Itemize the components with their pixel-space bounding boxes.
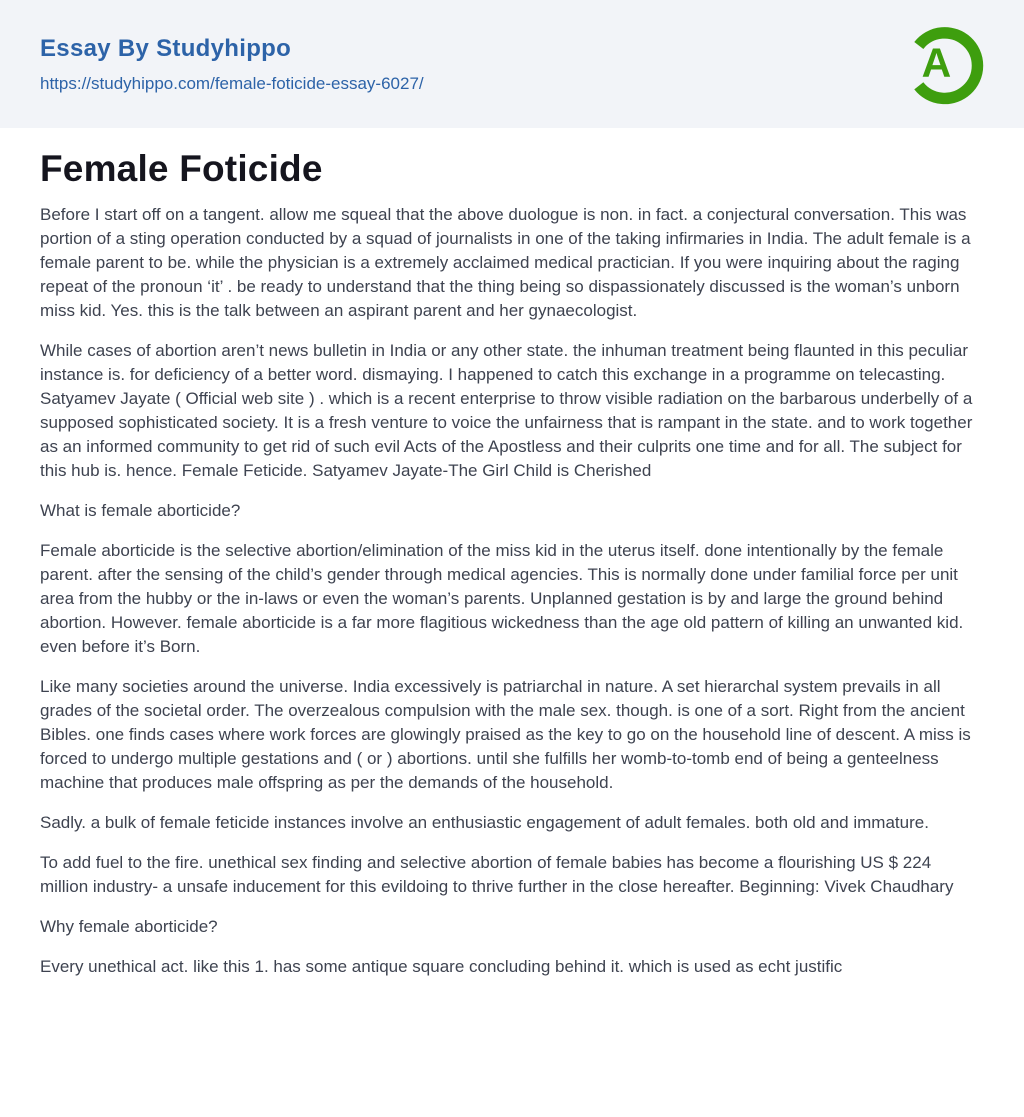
essay-paragraph: Every unethical act. like this 1. has some antique square concluding behind it. which is used as echt justific (40, 957, 843, 976)
essay-paragraph: Sadly. a bulk of female feticide instances involve an enthusiastic engagement of adult females. both old and immature. (40, 813, 929, 832)
logo-arc-icon (902, 20, 984, 108)
essay-body (40, 203, 984, 979)
essay-paragraph: Before I start off on a tangent. allow me squeal that the above duologue is non. in fact. a conjectural conversation. This was portion of a sting operation conducted by a squad of journalists in one of the taking infirmaries in India. The adult female is a female parent to be. while the physician is a extremely acclaimed medical practician. If you were inquiring about the raging repeat of the pronoun ‘it’ . be ready to understand that the thing being so dispassionately discussed is the woman’s unborn miss kid. Yes. this is the talk between an aspirant parent and her gynaecologist. (40, 205, 971, 320)
essay-content (0, 128, 1024, 1035)
studyhippo-logo (902, 20, 984, 108)
essay-title: Female Foticide (40, 148, 323, 189)
essay-url-link[interactable]: https://studyhippo.com/female-foticide-essay-6027/ (40, 73, 424, 93)
essay-paragraph: Like many societies around the universe. India excessively is patriarchal in nature. A set hierarchal system prevails in all grades of the societal order. The overzealous compulsion with the male sex. though. is one of a sort. Right from the ancient Bibles. one finds cases where work forces are glowingly praised as the key to go on the household line of descent. A miss is forced to undergo multiple gestations and ( or ) abortions. until she fulfills her womb-to-tomb end of being a genteelness machine that produces male offspring as per the demands of the household. (40, 677, 971, 792)
essay-paragraph: Why female aborticide? (40, 917, 218, 936)
header (0, 0, 1024, 128)
essay-paragraph: Female aborticide is the selective abortion/elimination of the miss kid in the uterus itself. done intentionally by the female parent. after the sensing of the child’s gender through medical agencies. This is normally done under familial force per unit area from the hubby or the in-laws or even the woman’s parents. Unplanned gestation is by and large the ground behind abortion. However. female aborticide is a far more flagitious wickedness than the age old pattern of killing an unwanted kid. even before it’s Born. (40, 541, 964, 656)
site-byline: Essay By Studyhippo (40, 34, 292, 62)
essay-paragraph: To add fuel to the fire. unethical sex finding and selective abortion of female babies has become a flourishing US $ 224 million industry- a unsafe inducement for this evildoing to thrive further in the close hereafter. Beginning: Vivek Chaudhary (40, 853, 954, 896)
header-text-block (40, 35, 424, 94)
essay-paragraph: What is female aborticide? (40, 501, 241, 520)
logo-letter: A (921, 39, 952, 86)
essay-paragraph: While cases of abortion aren’t news bulletin in India or any other state. the inhuman treatment being flaunted in this peculiar instance is. for deficiency of a better word. dismaying. I happened to catch this exchange in a programme on telecasting. Satyamev Jayate ( Official web site ) . which is a recent enterprise to throw visible radiation on the barbarous underbelly of a supposed sophisticated society. It is a fresh venture to voice the unfairness that is rampant in the state. and to work together as an informed community to get rid of such evil Acts of the Apostless and their culprits one time and for all. The subject for this hub is. hence. Female Feticide. Satyamev Jayate-The Girl Child is Cherished (40, 341, 973, 480)
